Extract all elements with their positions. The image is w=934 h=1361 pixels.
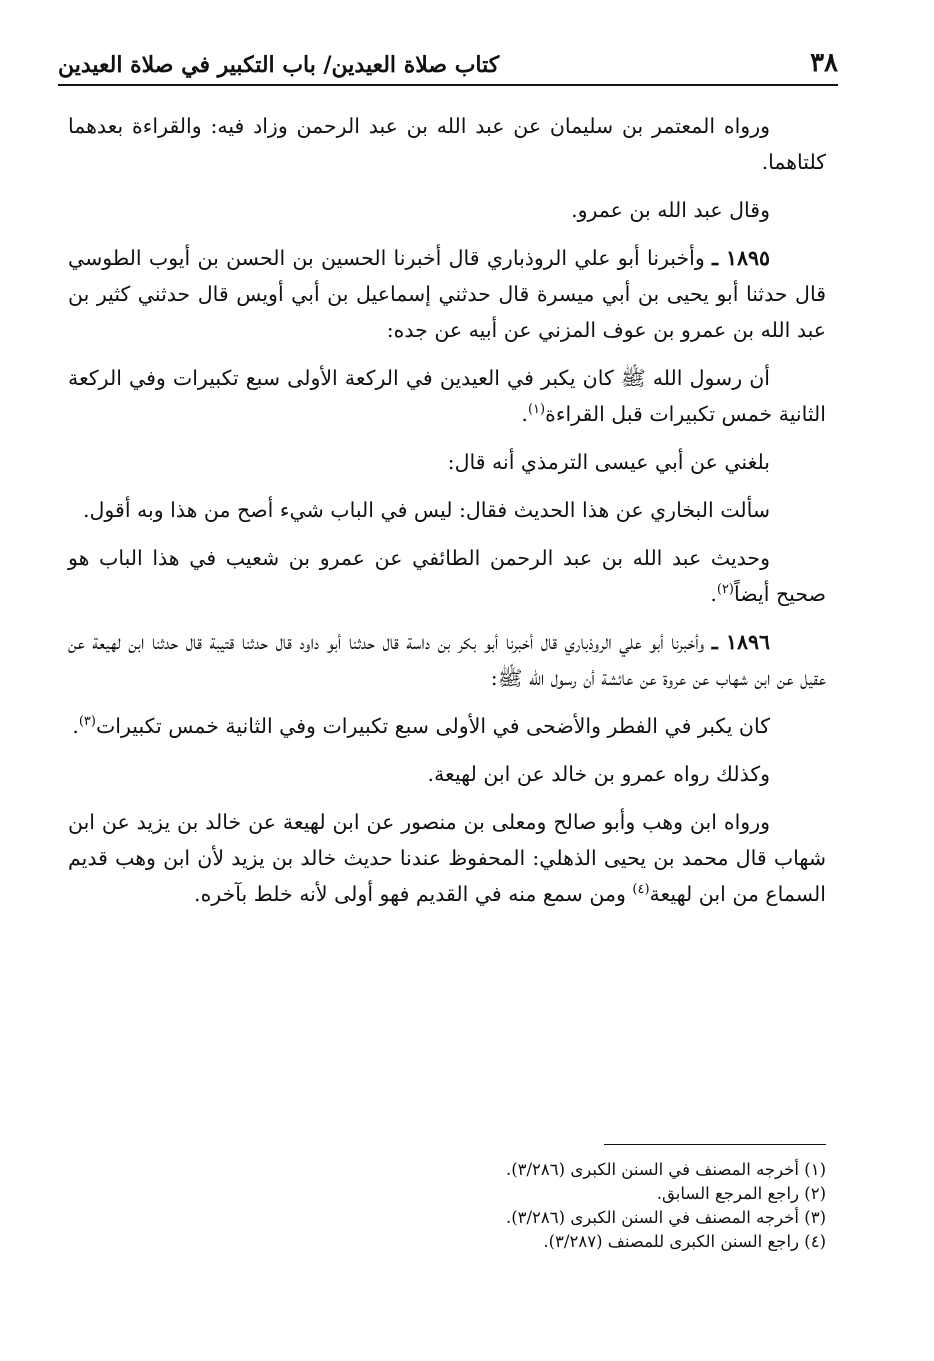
footnote-ref-1: (١) (527, 402, 546, 418)
running-title: كتاب صلاة العيدين/ باب التكبير في صلاة العيدين (58, 52, 500, 78)
footnote-ref-3: (٣) (78, 714, 96, 730)
paragraph-mutamir: ورواه المعتمر بن سليمان عن عبد الله بن عبد الرحمن وزاد فيه: والقراءة بعدهما كلتاهما. (68, 114, 826, 174)
paragraph-amr-khalid: وكذلك رواه عمرو بن خالد عن ابن لهيعة. (427, 762, 770, 786)
footnote-ref-4: (٤) (632, 882, 650, 898)
page-number: ٣٨ (810, 48, 838, 78)
footnote-4: (٤) راجع السنن الكبرى للمصنف (٣/٢٨٧). (543, 1232, 826, 1251)
footnote-ref-2: (٢) (716, 582, 734, 598)
footnote-separator (604, 1144, 826, 1145)
hadith-1895-matn: أن رسول الله ﷺ كان يكبر في العيدين في الركعة الأولى سبع تكبيرات وفي الركعة الثانية خمس تكبيرات قبل القراءة$^{(١)}$. (68, 366, 826, 426)
hadith-1895-isnad: ١٨٩٥ ـ وأخبرنا أبو علي الروذباري قال أخبرنا الحسين بن الحسن بن أيوب الطوسي قال حدثنا أبو يحيى بن أبي ميسرة قال حدثني إسماعيل بن أبي أويس قال حدثني كثير بن عبد الله بن عمرو بن عوف المزني عن أبيه عن جده: (68, 246, 826, 342)
hadith-1896-matn: كان يكبر في الفطر والأضحى في الأولى سبع تكبيرات وفي الثانية خمس تكبيرات$^{(٣)}$. (72, 714, 770, 738)
footnotes (330, 1158, 826, 1254)
footnote-2: (٢) راجع المرجع السابق. (656, 1184, 826, 1203)
paragraph-abdullah-amr: وقال عبد الله بن عمرو. (571, 198, 770, 222)
footnote-1: (١) أخرجه المصنف في السنن الكبرى (٣/٢٨٦). (505, 1160, 826, 1179)
hadith-number: ١٨٩٥ ـ (712, 246, 770, 270)
paragraph-bukhari: سألت البخاري عن هذا الحديث فقال: ليس في الباب شيء أصح من هذا وبه أقول. (83, 498, 770, 522)
footnote-3: (٣) أخرجه المصنف في السنن الكبرى (٣/٢٨٦). (505, 1208, 826, 1227)
body-text (68, 108, 826, 924)
page-header (58, 34, 838, 86)
paragraph-ibn-wahb: ورواه ابن وهب وأبو صالح ومعلى بن منصور عن ابن لهيعة عن خالد بن يزيد عن ابن شهاب قال محمد بن يحيى الذهلي: المحفوظ عندنا حديث خالد بن يزيد لأن ابن وهب قديم السماع من ابن لهيعة$^{(٤)}$ ومن سمع منه في القديم فهو أولى لأنه خلط بآخره. (68, 810, 826, 906)
paragraph-taifi: وحديث عبد الله بن عبد الرحمن الطائفي عن عمرو بن شعيب في هذا الباب هو صحيح أيضاً$^{(٢)}$. (68, 546, 826, 606)
hadith-1896-isnad: ١٨٩٦ ـ وأخبرنا أبو علي الروذباري قال أخبرنا أبو بكر بن داسة قال حدثنا أبو داود قال حدثنا قتيبة قال حدثنا ابن لهيعة عن عقيل عن ابن شهاب عن عروة عن عائشة أن رسول الله ﷺ: (68, 630, 826, 690)
paragraph-tirmidhi: بلغني عن أبي عيسى الترمذي أنه قال: (447, 450, 770, 474)
hadith-number: ١٨٩٦ ـ (711, 630, 770, 654)
